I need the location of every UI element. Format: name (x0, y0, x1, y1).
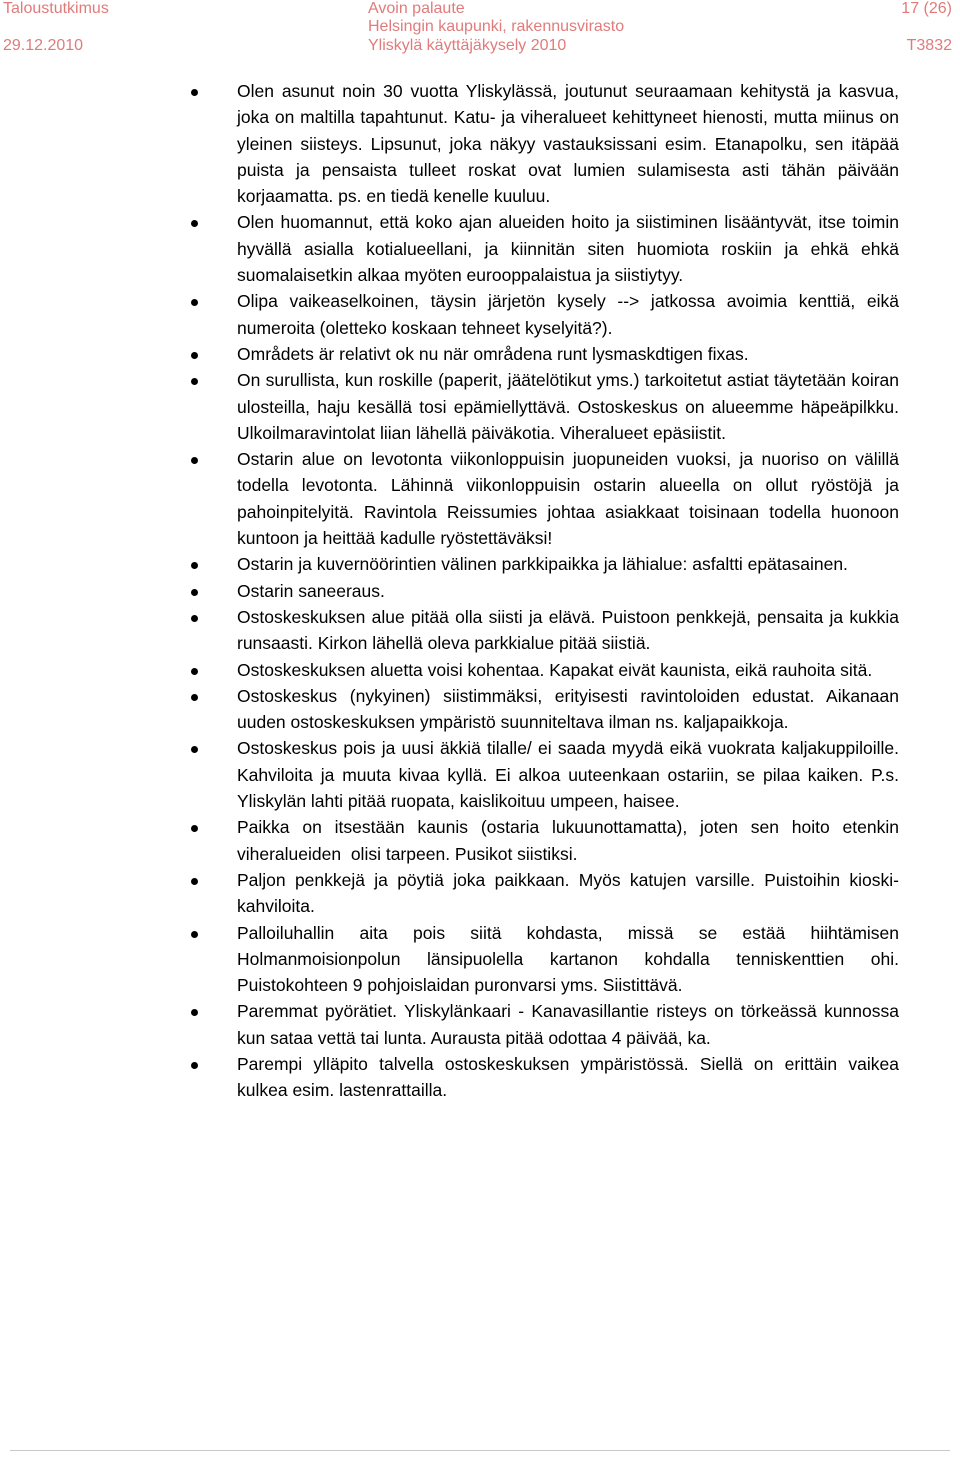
comment-text: Olen huomannut, että koko ajan alueiden hoito ja siistiminen lisääntyvät, itse toimin hyvällä asialla kotialueellani, ja kiinnitän siten huomiota roskiin ja ehkä ehkä suomalaisetkin alkaa myöten eurooppalaistua ja siistiytyy. (237, 212, 904, 286)
list-item (237, 78, 904, 209)
bullet-icon (191, 220, 198, 227)
list-item (237, 814, 904, 867)
page-header (0, 0, 960, 60)
comment-text: Paljon penkkejä ja pöytiä joka paikkaan. Myös katujen varsille. Puistoihin kioski-kahviloita. (237, 869, 899, 917)
comment-text: Parempi ylläpito talvella ostoskeskuksen ympäristössä. Siellä on erittäin vaikea kulkea esim. lastenrattailla. (237, 1053, 904, 1101)
comment-list (237, 78, 904, 1104)
list-item (237, 209, 904, 288)
list-item (237, 1051, 904, 1104)
bullet-icon (191, 825, 198, 832)
comment-text: Olen asunut noin 30 vuotta Yliskylässä, joutunut seuraamaan kehitystä ja kasvua, joka on maltilla tapahtunut. Katu- ja viheralueet kehittyneet hienosti, mutta miinus on yleinen siisteys. Lipsunut, joka näkyy vastauksissani esim. Etanapolku, sen itäpää puista ja pensaista tulleet roskat ovat lumien sulamisesta asti tähän päivään korjaamatta. ps. en tiedä kenelle kuuluu. (237, 81, 904, 207)
header-date: 29.12.2010 (3, 37, 84, 54)
comment-text: Ostoskeskuksen aluetta voisi kohentaa. Kapakat eivät kaunista, eikä rauhoita sitä. (237, 659, 873, 680)
comment-text: Ostarin alue on levotonta viikonloppuisin juopuneiden vuoksi, ja nuoriso on välillä todella levotonta. Lähinnä viikonloppuisin ostarin alueella on ollut ryöstöjä ja pahoinpitelyitä. Ravintola Reissumies johtaa asiakkaat toisinaan todella huonoon kuntoon ja heittää kadulle ryöstettäväksi! (237, 449, 904, 549)
header-project-code: T3832 (906, 37, 952, 54)
bullet-icon (191, 589, 198, 596)
header-page-number: 17 (26) (901, 0, 952, 17)
list-item (237, 657, 899, 683)
footer-divider (10, 1450, 950, 1451)
comment-text: Områdets är relativt ok nu när områdena runt lysmaskdtigen fixas. (237, 343, 749, 364)
bullet-icon (191, 1062, 198, 1069)
list-item (237, 604, 904, 657)
list-item (237, 288, 904, 341)
list-item (237, 551, 899, 577)
list-item (237, 367, 904, 446)
list-item (237, 578, 899, 604)
bullet-icon (191, 694, 198, 701)
bullet-icon (191, 668, 198, 675)
comment-text: Ostarin saneeraus. (237, 580, 385, 601)
list-item (237, 735, 904, 814)
bullet-icon (191, 378, 198, 385)
header-client: Helsingin kaupunki, rakennusvirasto (368, 18, 625, 35)
header-survey-title: Yliskylä käyttäjäkysely 2010 (368, 37, 567, 54)
bullet-icon (191, 457, 198, 464)
bullet-icon (191, 562, 198, 569)
bullet-icon (191, 352, 198, 359)
comment-text: On surullista, kun roskille (paperit, jäätelötikut yms.) tarkoitetut astiat täytetään koiran ulosteilla, haju kesällä tosi epämiellyttävä. Ostoskeskus on alueemme häpeäpilkku. Ulkoilmaravintolat liian lähellä päiväkotia. Viheralueet epäsiistit. (237, 370, 904, 443)
comment-text: Palloiluhallin aita pois siitä kohdasta, missä se estää hiihtämisen Holmanmoisionpolun länsipuolella kartanon kohdalla tenniskenttien ohi. Puistokohteen 9 pohjoislaidan puronvarsi yms. Siistittävä. (237, 922, 904, 996)
list-item (237, 867, 899, 920)
header-section-title: Avoin palaute (368, 0, 465, 17)
comment-text: Ostarin ja kuvernöörintien välinen parkkipaikka ja lähialue: asfaltti epätasainen. (237, 554, 848, 575)
comment-text: Ostoskeskus (nykyinen) siistimmäksi, erityisesti ravintoloiden edustat. Aikanaan uuden ostoskeskuksen ympäristö suunniteltava ilman ns. kaljapaikkoja. (237, 685, 904, 733)
bullet-icon (191, 299, 198, 306)
list-item (237, 920, 904, 999)
bullet-icon (191, 1009, 198, 1016)
list-item (237, 998, 904, 1051)
list-item (237, 446, 904, 551)
bullet-icon (191, 931, 198, 938)
header-company: Taloustutkimus (3, 0, 109, 17)
bullet-icon (191, 615, 198, 622)
comment-text: Paremmat pyörätiet. Yliskylänkaari - Kanavasillantie risteys on törkeässä kunnossa kun sataa vettä tai lunta. Aurausta pitää odottaa 4 päivää, ka. (237, 1001, 904, 1048)
bullet-icon (191, 89, 198, 96)
list-item (237, 683, 904, 736)
comment-text: Olipa vaikeaselkoinen, täysin järjetön kysely --> jatkossa avoimia kenttiä, eikä numeroita (oletteko koskaan tehneet kyselyitä?). (237, 291, 904, 338)
comment-text: Ostoskeskus pois ja uusi äkkiä tilalle/ ei saada myydä eikä vuokrata kaljakuppiloille. Kahviloita ja muuta kivaa kyllä. Ei alkoa uuteenkaan ostariin, se pilaa kaiken. P.s. Yliskylän lahti pitää ruopata, kaislikoituu umpeen, haisee. (237, 738, 904, 812)
bullet-icon (191, 746, 198, 753)
list-item (237, 341, 899, 367)
comment-text: Ostoskeskuksen alue pitää olla siisti ja elävä. Puistoon penkkejä, pensaita ja kukkia runsaasti. Kirkon lähellä oleva parkkialue pitää siistiä. (237, 606, 904, 654)
comment-text: Paikka on itsestään kaunis (ostaria lukuunottamatta), joten sen hoito etenkin viheralueiden olisi tarpeen. Pusikot siistiksi. (237, 817, 904, 864)
bullet-icon (191, 878, 198, 885)
